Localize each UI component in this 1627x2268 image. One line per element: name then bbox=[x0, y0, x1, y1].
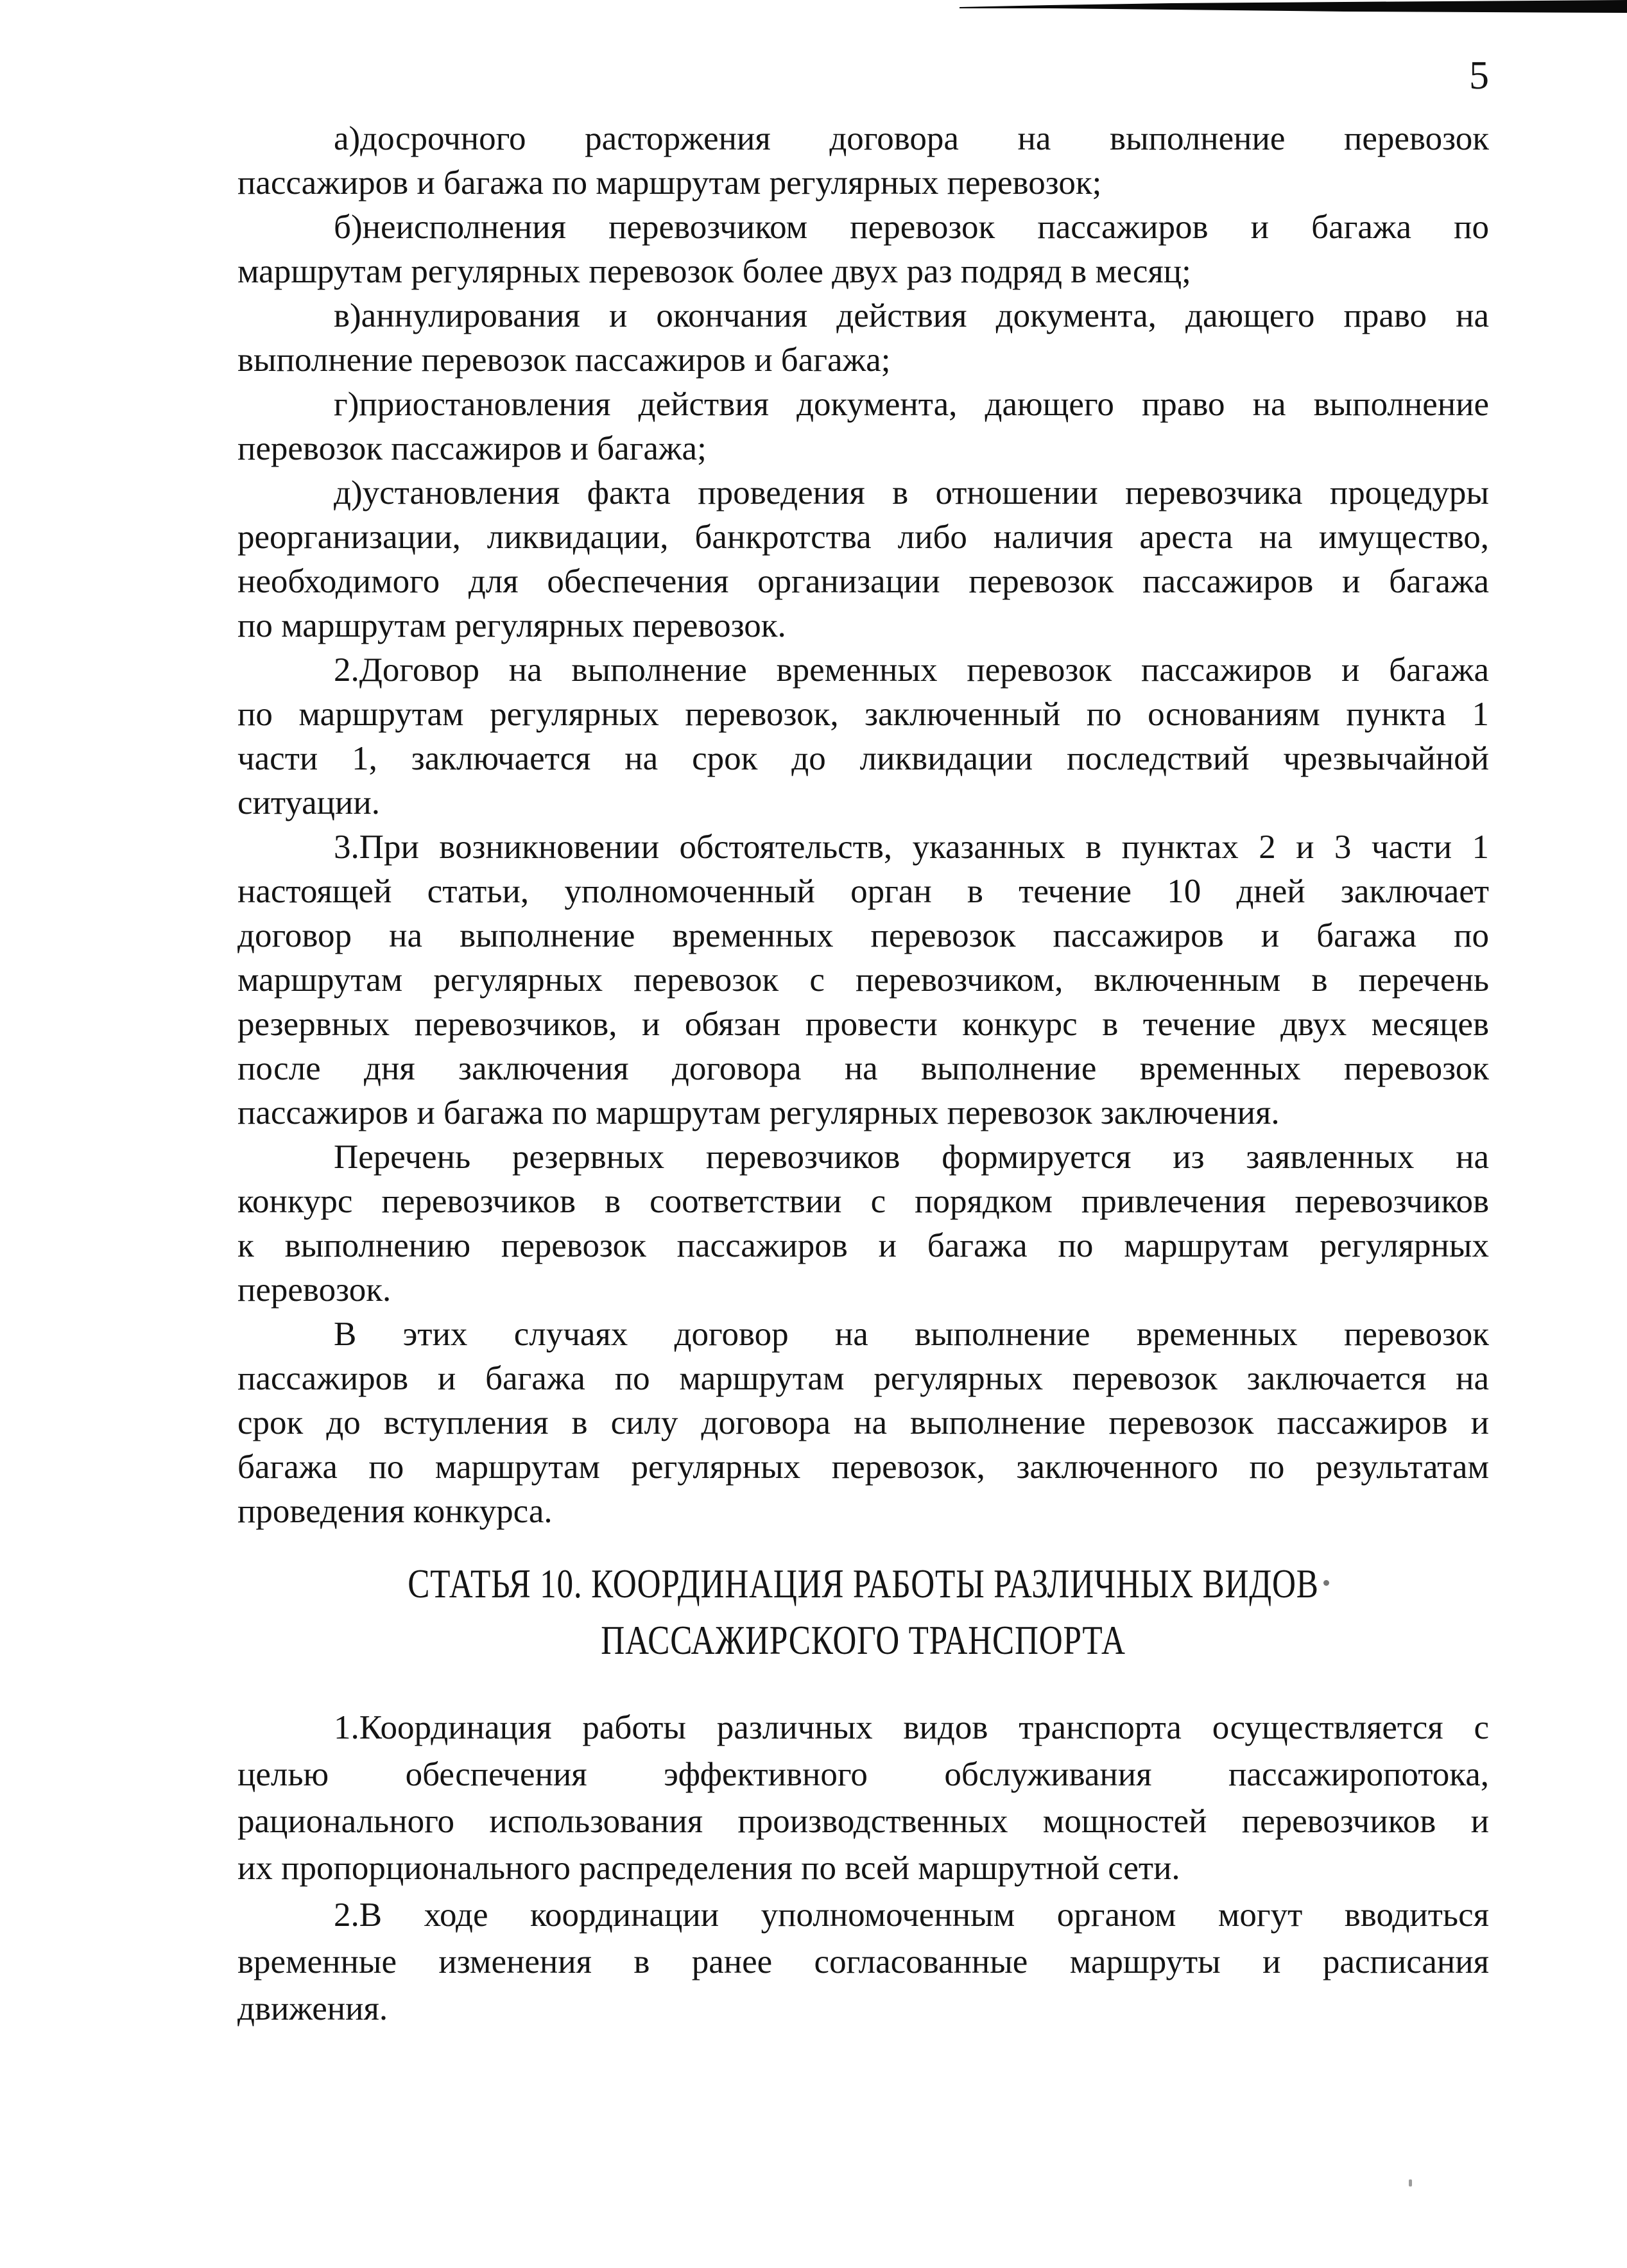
text-line: маршрутам регулярных перевозок более двух раз подряд в месяц; bbox=[237, 253, 1191, 290]
text-line: реорганизации, ликвидации, банкротства либо наличия ареста на имущество, bbox=[237, 519, 1489, 556]
paragraph bbox=[237, 117, 1489, 205]
page-number: 5 bbox=[1469, 54, 1489, 98]
paragraph bbox=[237, 648, 1489, 825]
paragraph bbox=[237, 471, 1489, 648]
text-line: б)неисполнения перевозчиком перевозок пассажиров и багажа по bbox=[334, 209, 1489, 246]
text-line: пассажиров и багажа по маршрутам регулярных перевозок заключается на bbox=[237, 1360, 1489, 1397]
text-line: рационального использования производственных мощностей перевозчиков и bbox=[237, 1803, 1489, 1840]
text-line: необходимого для обеспечения организации перевозок пассажиров и багажа bbox=[237, 563, 1489, 600]
text-line: конкурс перевозчиков в соответствии с порядком привлечения перевозчиков bbox=[237, 1183, 1489, 1220]
text-line: багажа по маршрутам регулярных перевозок, заключенного по результатам bbox=[237, 1448, 1489, 1486]
text-line: срок до вступления в силу договора на выполнение перевозок пассажиров и bbox=[237, 1404, 1489, 1441]
text-line: 1.Координация работы различных видов транспорта осуществляется с bbox=[334, 1709, 1489, 1746]
text-line: целью обеспечения эффективного обслуживания пассажиропотока, bbox=[237, 1756, 1489, 1793]
text-line: их пропорционального распределения по всей маршрутной сети. bbox=[237, 1850, 1180, 1887]
scan-artifact-top-bar bbox=[960, 0, 1627, 17]
document-text bbox=[237, 117, 1489, 2032]
text-line: маршрутам регулярных перевозок с перевозчиком, включенным в перечень bbox=[237, 961, 1489, 999]
paragraph bbox=[237, 294, 1489, 382]
paragraph bbox=[237, 1135, 1489, 1312]
text-line: перевозок. bbox=[237, 1271, 392, 1309]
scan-artifact-speck bbox=[1409, 2179, 1412, 2186]
paragraph bbox=[237, 382, 1489, 471]
text-line: к выполнению перевозок пассажиров и багажа по маршрутам регулярных bbox=[237, 1227, 1489, 1264]
article-heading bbox=[237, 1556, 1489, 1669]
text-line: резервных перевозчиков, и обязан провести конкурс в течение двух месяцев bbox=[237, 1006, 1489, 1043]
text-line: 2.В ходе координации уполномоченным органом могут вводиться bbox=[334, 1896, 1489, 1934]
text-line: В этих случаях договор на выполнение временных перевозок bbox=[334, 1316, 1489, 1353]
text-line: пассажиров и багажа по маршрутам регулярных перевозок; bbox=[237, 164, 1102, 202]
text-line: д)установления факта проведения в отношении перевозчика процедуры bbox=[334, 474, 1489, 511]
scan-artifact-dot bbox=[1323, 1580, 1329, 1586]
text-line: выполнение перевозок пассажиров и багажа; bbox=[237, 341, 891, 379]
text-line: г)приостановления действия документа, дающего право на выполнение bbox=[334, 386, 1489, 423]
text-line: части 1, заключается на срок до ликвидации последствий чрезвычайной bbox=[237, 740, 1489, 777]
paragraph bbox=[237, 1312, 1489, 1534]
text-line: 2.Договор на выполнение временных перевозок пассажиров и багажа bbox=[334, 651, 1489, 689]
text-line: 3.При возникновении обстоятельств, указанных в пунктах 2 и 3 части 1 bbox=[334, 829, 1489, 866]
paragraph bbox=[237, 1705, 1489, 1892]
text-line: Перечень резервных перевозчиков формируется из заявленных на bbox=[334, 1138, 1489, 1176]
text-line: движения. bbox=[237, 1990, 388, 2027]
heading-line: СТАТЬЯ 10. КООРДИНАЦИЯ РАБОТЫ РАЗЛИЧНЫХ ВИДОВ bbox=[408, 1561, 1319, 1606]
heading-line: ПАССАЖИРСКОГО ТРАНСПОРТА bbox=[601, 1617, 1126, 1663]
text-line: договор на выполнение временных перевозок пассажиров и багажа по bbox=[237, 917, 1489, 954]
text-line: пассажиров и багажа по маршрутам регулярных перевозок заключения. bbox=[237, 1094, 1280, 1131]
paragraph bbox=[237, 825, 1489, 1135]
text-line: по маршрутам регулярных перевозок. bbox=[237, 607, 786, 644]
text-line: временные изменения в ранее согласованные маршруты и расписания bbox=[237, 1943, 1489, 1980]
text-line: проведения конкурса. bbox=[237, 1493, 553, 1530]
text-line: после дня заключения договора на выполнение временных перевозок bbox=[237, 1050, 1489, 1087]
paragraph bbox=[237, 205, 1489, 294]
text-line: а)досрочного расторжения договора на выполнение перевозок bbox=[334, 120, 1489, 157]
text-line: в)аннулирования и окончания действия документа, дающего право на bbox=[334, 297, 1489, 334]
text-line: ситуации. bbox=[237, 784, 381, 821]
text-line: перевозок пассажиров и багажа; bbox=[237, 430, 707, 467]
text-line: по маршрутам регулярных перевозок, заключенный по основаниям пункта 1 bbox=[237, 696, 1489, 733]
text-line: настоящей статьи, уполномоченный орган в течение 10 дней заключает bbox=[237, 873, 1489, 910]
paragraph bbox=[237, 1892, 1489, 2032]
